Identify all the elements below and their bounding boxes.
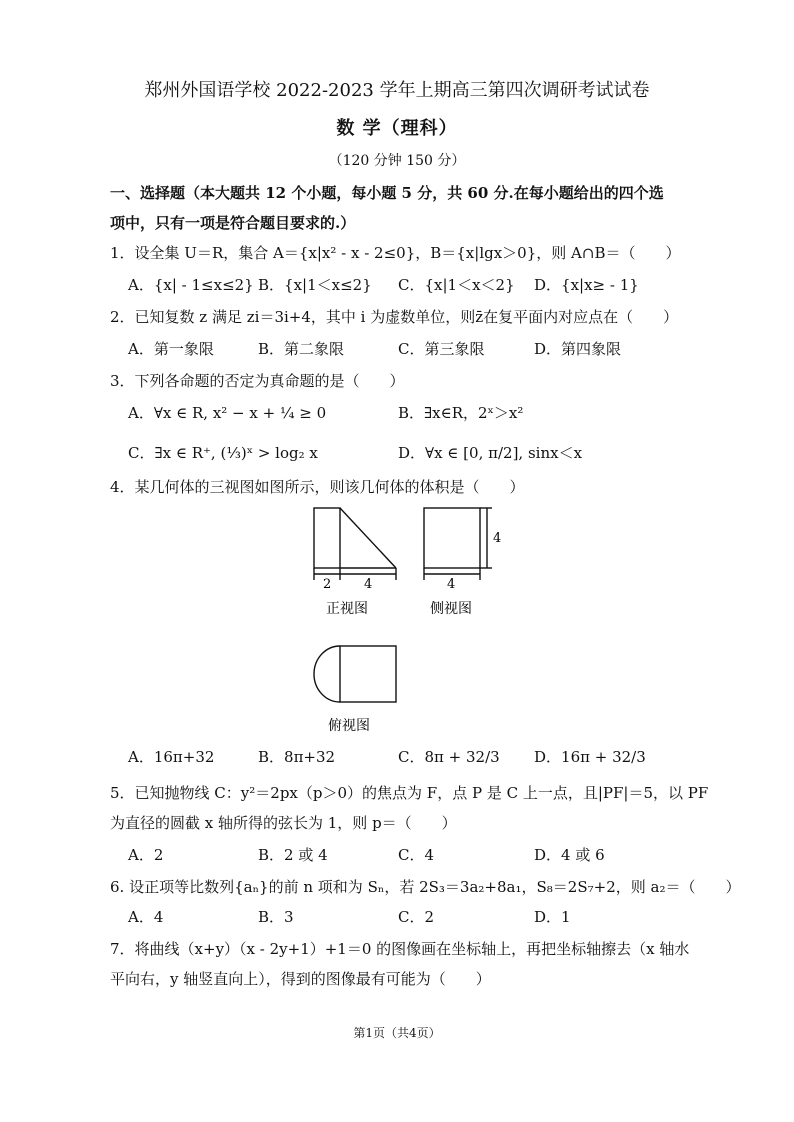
q2-stem: 2．已知复数 z 满足 zi＝3i+4，其中 i 为虚数单位，则z̄在复平面内对应点在（ ） [110,308,679,326]
dim-side-width: 4 [447,577,456,592]
q4-option-b: B．8π+32 [258,748,336,766]
q5-option-b: B．2 或 4 [258,846,328,864]
q3-option-c: C．∃x ∈ R⁺, (⅓)ˣ > log₂ x [128,444,318,462]
q3-stem: 3．下列各命题的否定为真命题的是（ ） [110,372,405,390]
q5-stem-line1: 5．已知抛物线 C：y²＝2px（p＞0）的焦点为 F，点 P 是 C 上一点，且|PF|＝5，以 PF [110,784,709,802]
q1-option-b: B．{x|1＜x≤2} [258,276,372,294]
q3-option-a: A．∀x ∈ R, x² − x + ¼ ≥ 0 [128,404,327,422]
q4-stem: 4．某几何体的三视图如图所示，则该几何体的体积是（ ） [110,478,525,496]
dim-front-4: 4 [364,577,373,592]
time-score: （120 分钟 150 分） [328,153,466,169]
q1-option-a: A．{x| - 1≤x≤2} [128,276,254,294]
q6-option-d: D．1 [534,908,571,926]
label-side-view: 侧视图 [430,601,472,617]
q2-option-b: B．第二象限 [258,340,345,358]
q7-stem-line1: 7．将曲线（x+y）（x - 2y+1）+1＝0 的图像画在坐标轴上，再把坐标轴擦去（x 轴水 [110,940,690,958]
q5-option-d: D．4 或 6 [534,846,605,864]
q5-stem-line2: 为直径的圆截 x 轴所得的弦长为 1，则 p＝（ ） [110,814,457,832]
side-view [424,508,492,580]
q2-option-c: C．第三象限 [398,340,485,358]
q6-stem: 6. 设正项等比数列{aₙ}的前 n 项和为 Sₙ，若 2S₃＝3a₂+8a₁，S₈＝2S₇+2，则 a₂＝（ ） [110,878,741,896]
q4-option-a: A．16π+32 [128,748,215,766]
q1-option-c: C．{x|1＜x＜2} [398,276,515,294]
front-view [314,508,396,580]
q4-option-d: D．16π + 32/3 [534,748,646,766]
subject-title: 数 学（理科） [336,118,458,139]
top-view [314,646,396,702]
q2-option-d: D．第四象限 [534,340,622,358]
q5-option-c: C．4 [398,846,435,864]
q3-option-d: D．∀x ∈ [0, π/2], sinx＜x [398,444,583,462]
dim-side-height: 4 [493,531,502,546]
q7-stem-line2: 平向右，y 轴竖直向上），得到的图像最有可能为（ ） [110,970,491,988]
q4-option-c: C．8π + 32/3 [398,748,500,766]
q6-option-c: C．2 [398,908,435,926]
label-top-view: 俯视图 [328,718,370,734]
three-view-figure [300,498,510,738]
label-front-view: 正视图 [326,601,368,617]
q6-option-b: B．3 [258,908,294,926]
q3-option-b: B．∃x∈R，2ˣ＞x² [398,404,524,422]
section-heading-line2: 项中，只有一项是符合题目要求的.） [110,214,356,232]
exam-title: 郑州外国语学校 2022-2023 学年上期高三第四次调研考试试卷 [144,80,650,101]
q6-option-a: A．4 [128,908,164,926]
q2-option-a: A．第一象限 [128,340,214,358]
page-footer: 第1页（共4页） [353,1026,441,1040]
q1-option-d: D．{x|x≥ - 1} [534,276,639,294]
section-heading-line1: 一、选择题（本大题共 12 个小题，每小题 5 分，共 60 分.在每小题给出的四个选 [110,184,664,202]
dim-front-2: 2 [323,577,332,592]
q1-stem: 1．设全集 U＝R，集合 A＝{x|x² - x - 2≤0}，B＝{x|lgx＞0}，则 A∩B＝（ ） [110,244,681,262]
q5-option-a: A．2 [128,846,164,864]
